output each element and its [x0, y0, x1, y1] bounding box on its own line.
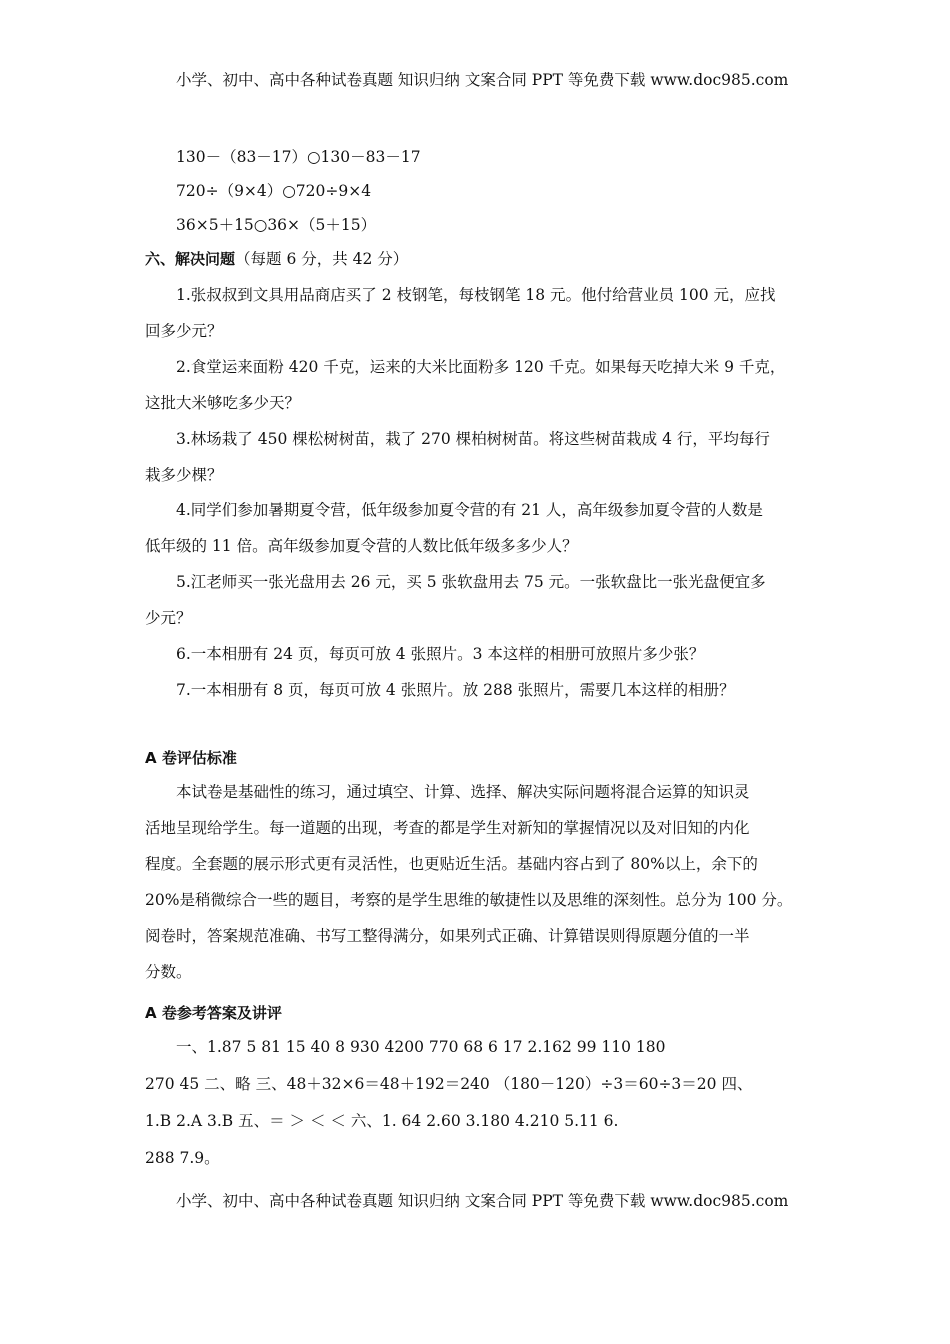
criteria-line: 阅卷时，答案规范准确、书写工整得满分，如果列式正确、计算错误则得原题分值的一半 — [145, 927, 750, 945]
comparison-line: 130－（83－17）○130－83－17 — [176, 148, 421, 166]
problem-line: 4.同学们参加暑期夏令营，低年级参加夏令营的有 21 人，高年级参加夏令营的人数是 — [176, 501, 763, 519]
problem-line: 6.一本相册有 24 页，每页可放 4 张照片。3 本这样的相册可放照片多少张？ — [176, 645, 705, 663]
problem-line: 少元？ — [145, 609, 192, 627]
problem-line: 回多少元？ — [145, 322, 223, 340]
page-footer: 小学、初中、高中各种试卷真题 知识归纳 文案合同 PPT 等免费下载 www.doc985.com — [176, 1192, 789, 1210]
answers-line: 288 7.9。 — [145, 1149, 220, 1167]
answers-line: 一、1.87 5 81 15 40 8 930 4200 770 68 6 17 2.162 99 110 180 — [176, 1038, 666, 1056]
answers-line: 1.B 2.A 3.B 五、＝ ＞ ＜ ＜ 六、1. 64 2.60 3.180 4.210 5.11 6. — [145, 1112, 619, 1130]
criteria-line: 程度。全套题的展示形式更有灵活性，也更贴近生活。基础内容占到了 80%以上，余下的 — [145, 855, 758, 873]
criteria-line: 本试卷是基础性的练习，通过填空、计算、选择、解决实际问题将混合运算的知识灵 — [176, 783, 750, 801]
section-six-note: （每题 6 分，共 42 分） — [235, 250, 409, 268]
problem-line: 这批大米够吃多少天？ — [145, 394, 301, 412]
comparison-line: 720÷（9×4）○720÷9×4 — [176, 182, 372, 200]
answers-line: 270 45 二、略 三、48＋32×6＝48＋192＝240 （180－120）÷3＝60÷3＝20 四、 — [145, 1075, 753, 1093]
section-six-heading — [145, 249, 408, 269]
page-header: 小学、初中、高中各种试卷真题 知识归纳 文案合同 PPT 等免费下载 www.doc985.com — [176, 71, 789, 89]
criteria-line: 活地呈现给学生。每一道题的出现，考查的都是学生对新知的掌握情况以及对旧知的内化 — [145, 819, 750, 837]
comparison-line: 36×5＋15○36×（5＋15） — [176, 216, 377, 234]
problem-line: 低年级的 11 倍。高年级参加夏令营的人数比低年级多多少人？ — [145, 537, 578, 555]
problem-line: 2.食堂运来面粉 420 千克，运来的大米比面粉多 120 千克。如果每天吃掉大米 9 千克， — [176, 358, 786, 376]
criteria-line: 20%是稍微综合一些的题目，考察的是学生思维的敏捷性以及思维的深刻性。总分为 100 分。 — [145, 891, 793, 909]
section-six-title: 六、解决问题 — [145, 250, 236, 268]
problem-line: 栽多少棵？ — [145, 466, 223, 484]
criteria-line: 分数。 — [145, 963, 192, 981]
problem-line: 3.林场栽了 450 棵松树树苗，栽了 270 棵柏树树苗。将这些树苗栽成 4 行，平均每行 — [176, 430, 770, 448]
problem-line: 7.一本相册有 8 页，每页可放 4 张照片。放 288 张照片，需要几本这样的相册？ — [176, 681, 735, 699]
answers-title: A 卷参考答案及讲评 — [145, 1004, 282, 1022]
problem-line: 5.江老师买一张光盘用去 26 元，买 5 张软盘用去 75 元。一张软盘比一张光盘便宜多 — [176, 573, 766, 591]
problem-line: 1.张叔叔到文具用品商店买了 2 枝钢笔，每枝钢笔 18 元。他付给营业员 100 元，应找 — [176, 286, 776, 304]
criteria-title: A 卷评估标准 — [145, 749, 237, 767]
